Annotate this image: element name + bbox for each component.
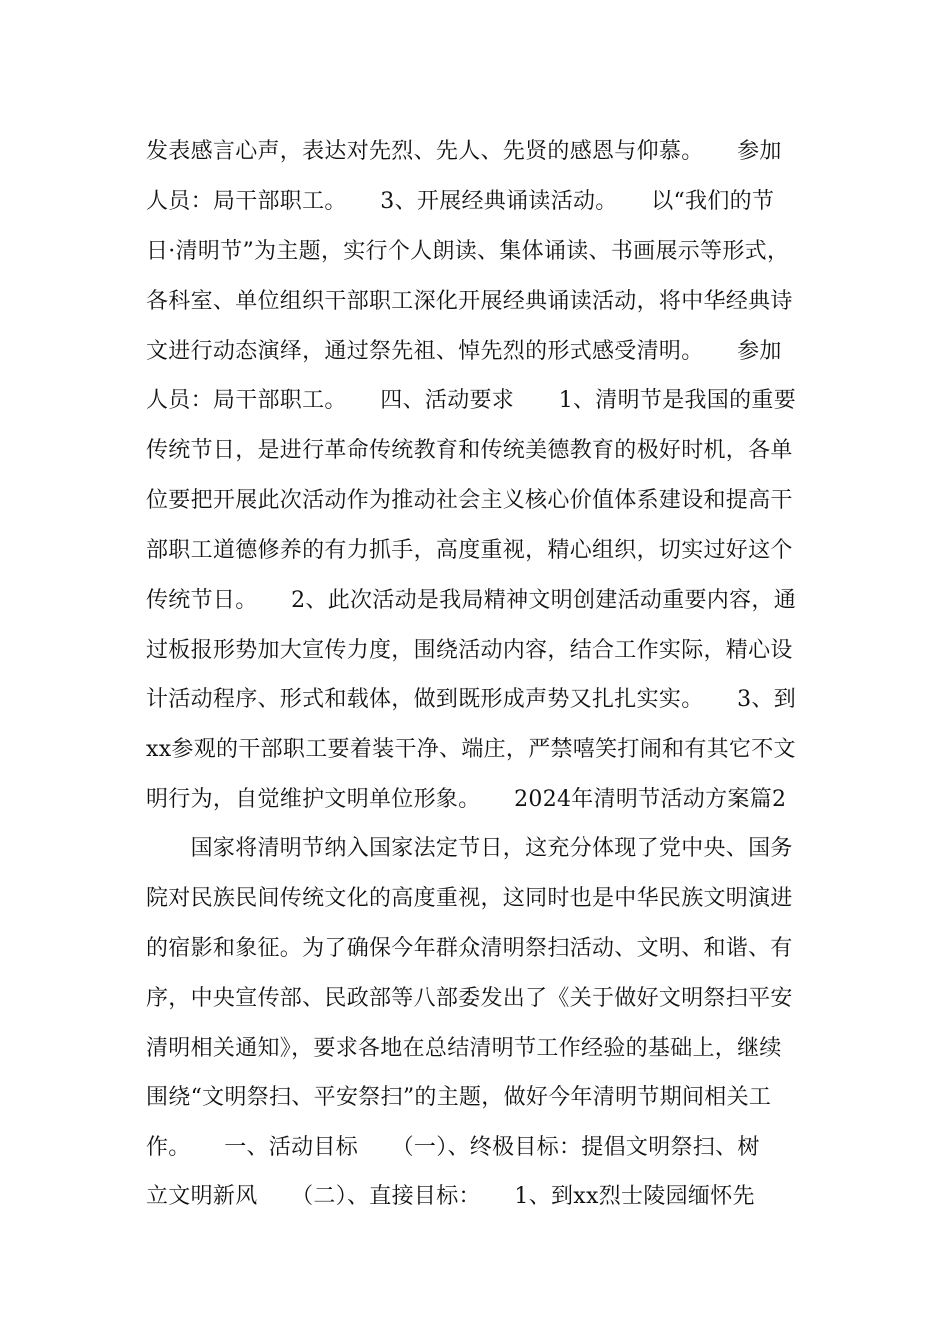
text-line: 位要把开展此次活动作为推动社会主义核心价值体系建设和提高干 (146, 488, 793, 513)
text-line: 发表感言心声，表达对先烈、先人、先贤的感恩与仰慕。 参加 (146, 139, 782, 164)
text-line: xx参观的干部职工要着装干净、端庄，严禁嘻笑打闹和有其它不文 (146, 737, 796, 762)
text-line: 传统节日，是进行革命传统教育和传统美德教育的极好时机，各单 (146, 438, 793, 463)
text-line: 过板报形势加大宣传力度，围绕活动内容，结合工作实际，精心设 (146, 638, 793, 663)
text-line: 各科室、单位组织干部职工深化开展经典诵读活动，将中华经典诗 (146, 289, 793, 314)
text-line: 立文明新风 （二）、直接目标： 1、到xx烈士陵园缅怀先 (146, 1184, 755, 1209)
text-line: 传统节日。 2、此次活动是我局精神文明创建活动重要内容，通 (146, 588, 796, 613)
text-line: 清明相关通知》，要求各地在总结清明节工作经验的基础上，继续 (146, 1036, 782, 1061)
text-line: 院对民族民间传统文化的高度重视，这同时也是中华民族文明演进 (146, 886, 793, 911)
text-line: 序，中央宣传部、民政部等八部委发出了《关于做好文明祭扫平安 (146, 986, 793, 1011)
text-line: 计活动程序、形式和载体，做到既形成声势又扎扎实实。 3、到 (146, 687, 796, 712)
text-line: 人员：局干部职工。 四、活动要求 1、清明节是我国的重要 (146, 388, 796, 413)
text-line: 国家将清明节纳入国家法定节日，这充分体现了党中央、国务 (146, 836, 793, 861)
text-line: 的宿影和象征。为了确保今年群众清明祭扫活动、文明、和谐、有 (146, 936, 793, 961)
text-line: 明行为，自觉维护文明单位形象。 2024年清明节活动方案篇2 (146, 787, 787, 812)
text-line: 文进行动态演绎，通过祭先祖、悼先烈的形式感受清明。 参加 (146, 339, 782, 364)
text-line: 围绕“文明祭扫、平安祭扫”的主题，做好今年清明节期间相关工 (146, 1085, 772, 1110)
text-line: 作。 一、活动目标 （一）、终极目标：提倡文明祭扫、树 (146, 1135, 760, 1160)
text-line: 日·清明节”为主题，实行个人朗读、集体诵读、书画展示等形式， (146, 239, 790, 264)
text-line: 人员：局干部职工。 3、开展经典诵读活动。 以“我们的节 (146, 189, 775, 214)
text-line: 部职工道德修养的有力抓手，高度重视，精心组织，切实过好这个 (146, 538, 793, 563)
